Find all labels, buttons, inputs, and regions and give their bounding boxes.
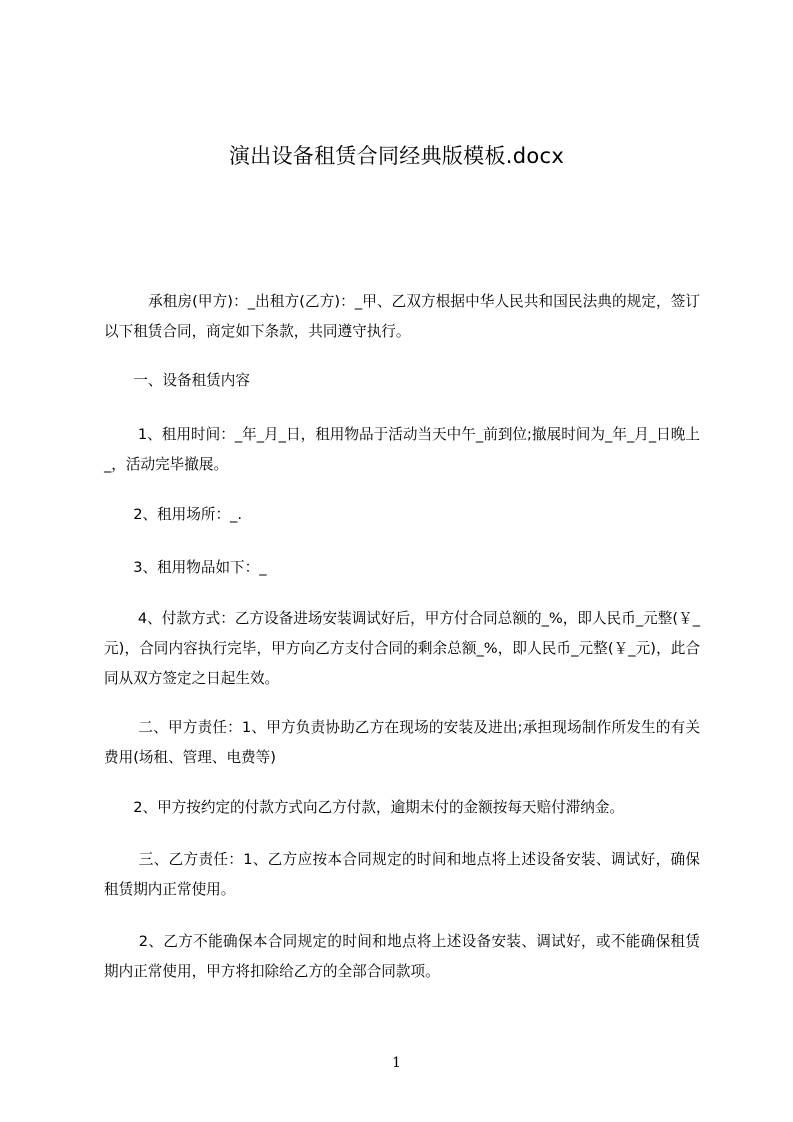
paragraph-payment-method: 4、付款方式：乙方设备进场安装调试好后，甲方付合同总额的_%，即人民币_元整(￥_元)，合同内容执行完毕，甲方向乙方支付合同的剩余总额_%，即人民币_元整(￥_元)，此合同从双方签定之日起生效。	[104, 610, 700, 687]
paragraph-rental-venue: 2、租用场所：_.	[104, 506, 242, 523]
paragraph-rental-items: 3、租用物品如下：_	[104, 559, 267, 576]
paragraph-rental-time: 1、租用时间：_年_月_日，租用物品于活动当天中午_前到位;撤展时间为_年_月_日晚上_，活动完毕撤展。	[104, 426, 700, 473]
paragraph-party-b-responsibility: 三、乙方责任：1、乙方应按本合同规定的时间和地点将上述设备安装、调试好，确保租赁期内正常使用。	[104, 851, 700, 898]
document-title: 演出设备租赁合同经典版模板.docx	[228, 144, 565, 168]
page-number: 1	[392, 1055, 401, 1071]
paragraph-party-b-penalty: 2、乙方不能确保本合同规定的时间和地点将上述设备安装、调试好，或不能确保租赁期内正常使用，甲方将扣除给乙方的全部合同款项。	[104, 933, 700, 980]
paragraph-party-a-payment: 2、甲方按约定的付款方式向乙方付款，逾期未付的金额按每天赔付滞纳金。	[104, 799, 625, 816]
paragraph-party-a-responsibility: 二、甲方责任：1、甲方负责协助乙方在现场的安装及进出;承担现场制作所发生的有关费用(场租、管理、电费等)	[104, 719, 700, 766]
paragraph-preamble: 承租房(甲方)：_出租方(乙方)：_甲、乙双方根据中华人民共和国民法典的规定，签订以下租赁合同，商定如下条款，共同遵守执行。	[104, 293, 700, 340]
section-heading-equipment-rental: 一、设备租赁内容	[104, 372, 250, 389]
